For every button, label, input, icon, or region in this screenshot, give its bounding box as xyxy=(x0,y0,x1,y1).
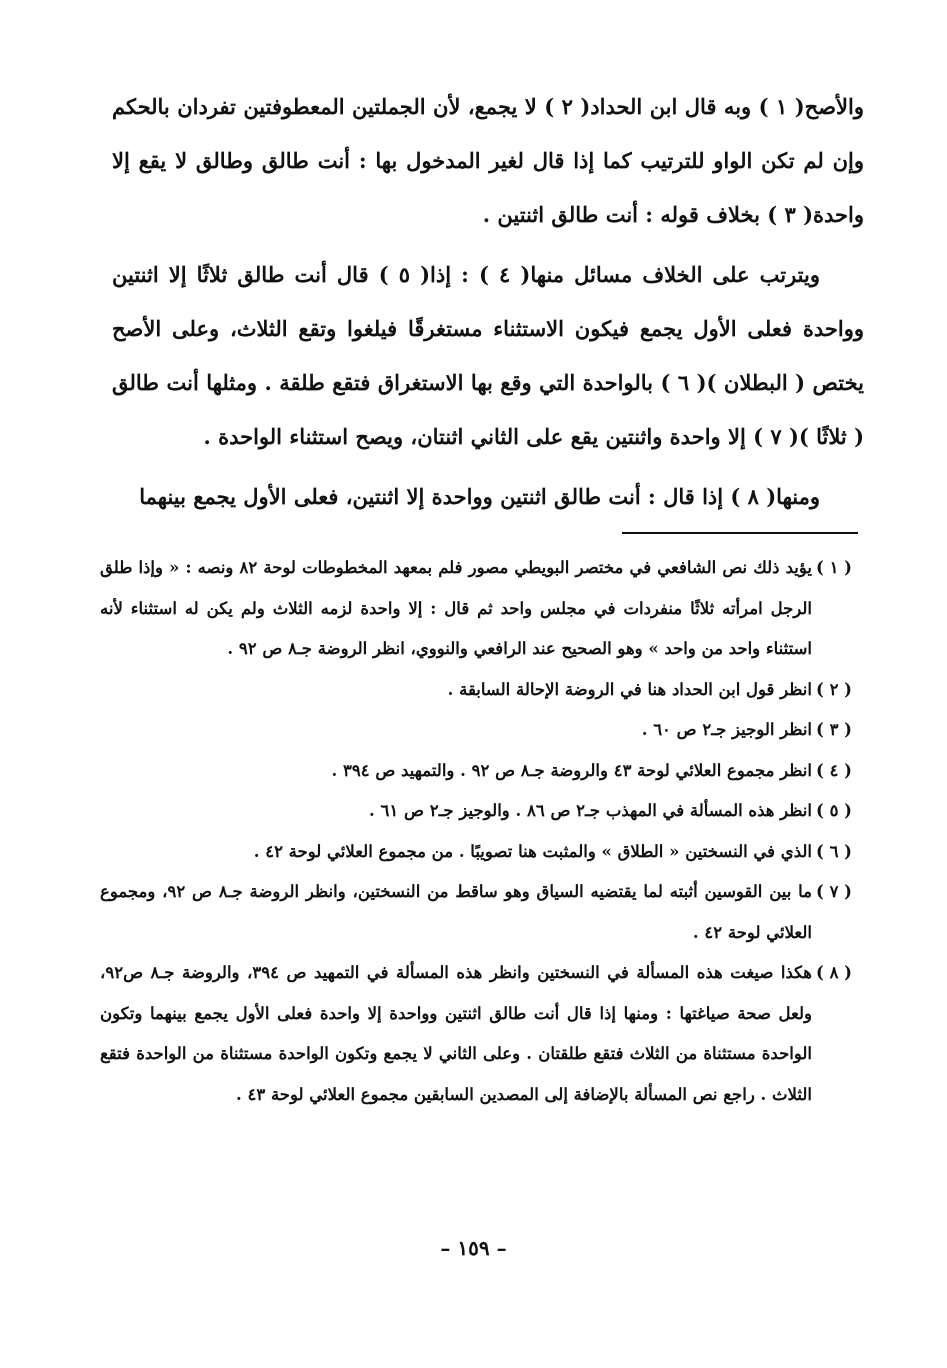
footnote-number: ( ٣ ) xyxy=(816,720,852,739)
footnote-number: ( ٦ ) xyxy=(816,841,852,861)
footnote-6 xyxy=(100,832,852,873)
footnote-text: انظر هذه المسألة في المهذب جـ٢ ص ٨٦ . والوجيز جـ٢ ص ٦١ . xyxy=(369,801,812,820)
footnote-1 xyxy=(100,548,852,670)
footnote-number: ( ١ ) xyxy=(816,558,852,577)
footnote-4 xyxy=(100,751,852,792)
footnotes xyxy=(100,548,852,1115)
footnote-text: يؤيد ذلك نص الشافعي في مختصر البويطي مصور فلم بمعهد المخطوطات لوحة ٨٢ ونصه : « وإذا طلق الرجل امرأته ثلاثًا منفردات في مجلس واحد ثم قال : إلا واحدة لزمه الثلاث ولم يكن له استثناء لأنه استثناء واحد من واحد » وهو الصحيح عند الرافعي والنووي، انظر الروضة جـ٨ ص ٩٢ . xyxy=(100,558,812,658)
paragraph-1: والأصح( ١ ) وبه قال ابن الحداد( ٢ ) لا يجمع، لأن الجملتين المعطوفتين تفردان بالحكم وإن لم تكن الواو للترتيب كما إذا قال لغير المدخول بها : أنت طالق وطالق لا يقع إلا واحدة( ٣ ) بخلاف قوله : أنت طالق اثنتين . xyxy=(112,94,864,227)
footnote-number: ( ٥ ) xyxy=(816,801,852,820)
footnote-5 xyxy=(100,791,852,832)
footnote-number: ( ٧ ) xyxy=(816,882,852,901)
page-number: – ١٥٩ – xyxy=(440,1236,507,1260)
footnote-8 xyxy=(100,953,852,1115)
main-text xyxy=(112,80,864,530)
footnote-text: هكذا صيغت هذه المسألة في النسختين وانظر هذه المسألة في التمهيد ص ٣٩٤، والروضة جـ٨ ص٩٢، ولعل صحة صياغتها : ومنها إذا قال أنت طالق اثنتين وواحدة إلا واحدة فعلى الأول يجمع بينهما وتكون الواحدة مستثناة من الثلاث فتقع طلقتان . وعلى الثاني لا يجمع وتكون الواحدة مستثناة من الواحدة فتقع الثلاث . راجع نص المسألة بالإضافة إلى المصدين السابقين مجموع العلائي لوحة ٤٣ . xyxy=(100,963,812,1104)
footnote-number: ( ٨ ) xyxy=(816,963,852,982)
footnote-text: ما بين القوسين أثبته لما يقتضيه السياق وهو ساقط من النسختين، وانظر الروضة جـ٨ ص ٩٢، ومجموع العلائي لوحة ٤٢ . xyxy=(100,882,813,942)
footnote-number: ( ٤ ) xyxy=(816,760,852,780)
footnote-separator xyxy=(622,532,858,534)
footnote-text: الذي في النسختين « الطلاق » والمثبت هنا تصويبًا . من مجموع العلائي لوحة ٤٢ . xyxy=(253,841,812,861)
footnote-text: انظر قول ابن الحداد هنا في الروضة الإحالة السابقة . xyxy=(447,679,812,699)
paragraph-3: ومنها( ٨ ) إذا قال : أنت طالق اثنتين وواحدة إلا اثنتين، فعلى الأول يجمع بينهما xyxy=(139,484,820,509)
footnote-2 xyxy=(100,670,852,711)
footnote-text: انظر الوجيز جـ٢ ص ٦٠ . xyxy=(641,720,812,739)
footnote-text: انظر مجموع العلائي لوحة ٤٣ والروضة جـ٨ ص ٩٢ . والتمهيد ص ٣٩٤ . xyxy=(331,760,812,780)
footnote-7 xyxy=(100,872,852,953)
footnote-number: ( ٢ ) xyxy=(816,679,852,699)
paragraph-2: ويترتب على الخلاف مسائل منها( ٤ ) : إذا( ٥ ) قال أنت طالق ثلاثًا إلا اثنتين وواحدة فعلى الأول يجمع فيكون الاستثناء مستغرقًا فيلغوا وتقع الثلاث، وعلى الأصح يختص ( البطلان )( ٦ ) بالواحدة التي وقع بها الاستغراق فتقع طلقة . ومثلها أنت طالق ( ثلاثًا )( ٧ ) إلا واحدة واثنتين يقع على الثاني اثنتان، ويصح استثناء الواحدة . xyxy=(112,262,865,449)
footnote-3 xyxy=(100,710,852,751)
